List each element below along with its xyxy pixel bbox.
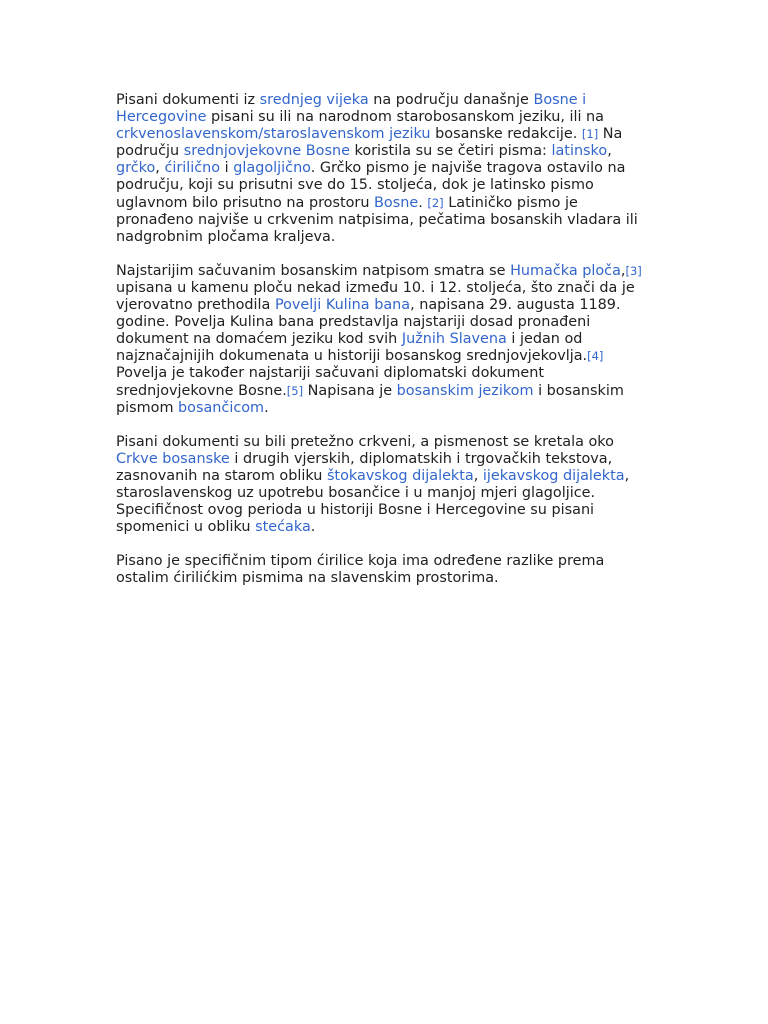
body-text: Pisani dokumenti su bili pretežno crkveni, a pismenost se kretala oko [116,433,614,450]
body-text: Na području [116,126,623,160]
article-link[interactable]: latinsko [551,143,608,160]
article-link[interactable]: Crkve bosanske [116,450,230,467]
article-link[interactable]: srednjeg vijeka [259,92,369,108]
citation-ref[interactable]: [2] [427,195,444,210]
body-text: i [220,160,234,177]
paragraph-4 [116,553,651,587]
body-text: i jedan od najznačajnijih dokumenata u historiji bosanskog srednjovjekovlja. [116,331,588,365]
article-body [116,92,651,604]
article-link[interactable]: srednjovjekovne Bosne [183,143,350,160]
paragraph-2 [116,263,651,417]
article-link[interactable]: Humačka ploča [510,262,621,279]
article-link[interactable]: Bosne [374,194,419,211]
paragraph-1 [116,92,651,246]
body-text: koristila su se četiri pisma: [349,143,552,160]
body-text: , [620,262,626,279]
body-text: upisana u kamenu ploču nekad između 10. i 12. stoljeća, što znači da je vjerovatno prethodila [116,279,635,314]
article-link[interactable]: štokavskog dijalekta [326,467,474,484]
body-text: , staroslavenskog uz upotrebu bosančice i u manjoj mjeri glagoljice. Specifičnost ovog perioda u historiji Bosne i Hercegovine su pisani spomenici u obliku [116,467,630,536]
body-text: Najstarijim sačuvanim bosanskim natpisom smatra se [116,262,511,279]
body-text: Latiničko pismo je pronađeno najviše u crkvenim natpisima, pečatima bosanskih vladara ili nadgrobnim pločama kraljeva. [116,194,638,245]
body-text: . Grčko pismo je najviše tragova ostavilo na području, koji su prisutni sve do 15. stoljeća, dok je latinsko pismo uglavnom bilo prisutno na prostoru [116,160,626,211]
body-text: , [607,143,612,160]
body-text: na području današnje [368,92,534,108]
citation-ref[interactable]: [1] [581,127,599,142]
body-text: Povelja je također najstariji sačuvani diplomatski dokument srednjovjekovne Bosne. [116,365,545,399]
citation-ref[interactable]: [5] [286,383,304,398]
paragraph-3 [116,434,651,537]
body-text: . [264,399,269,416]
article-link[interactable]: bosančicom [178,399,265,416]
body-text: . [310,519,316,536]
citation-ref[interactable]: [4] [587,349,604,364]
article-link[interactable]: glagoljično [233,160,311,177]
citation-ref[interactable]: [3] [625,263,642,278]
article-link[interactable]: Južnih Slavena [401,331,507,348]
body-text: Pisani dokumenti iz [116,92,260,108]
body-text: i bosanskim pismom [116,382,624,416]
article-link[interactable]: ćirilično [164,160,221,177]
article-link[interactable]: bosanskim jezikom [396,382,534,399]
body-text: Napisana je [303,382,397,399]
article-link[interactable]: grčko [116,160,156,177]
body-text: i drugih vjerskih, diplomatskih i trgovačkih tekstova, zasnovanih na starom obliku [116,450,613,484]
article-link[interactable]: crkvenoslavenskom/staroslavenskom jeziku [116,126,431,143]
article-link[interactable]: stećaka [255,519,311,536]
body-text: . [418,194,428,211]
article-link[interactable]: Bosne i Hercegovine [116,92,587,126]
article-link[interactable]: ijekavskog dijalekta [482,467,625,484]
body-text: , [155,160,165,177]
body-text: , napisana 29. augusta 1189. godine. Povelja Kulina bana predstavlja najstariji dosad pronađeni dokument na domaćem jeziku kod svih [116,297,621,348]
body-text: bosanske redakcije. [430,126,582,143]
article-link[interactable]: Povelji Kulina bana [274,297,411,314]
body-text: Pisano je specifičnim tipom ćirilice koja ima određene razlike prema ostalim ćirilićkim pismima na slavenskim prostorima. [116,553,605,587]
body-text: , [473,467,483,484]
body-text: pisani su ili na narodnom starobosanskom jeziku, ili na [206,109,604,126]
